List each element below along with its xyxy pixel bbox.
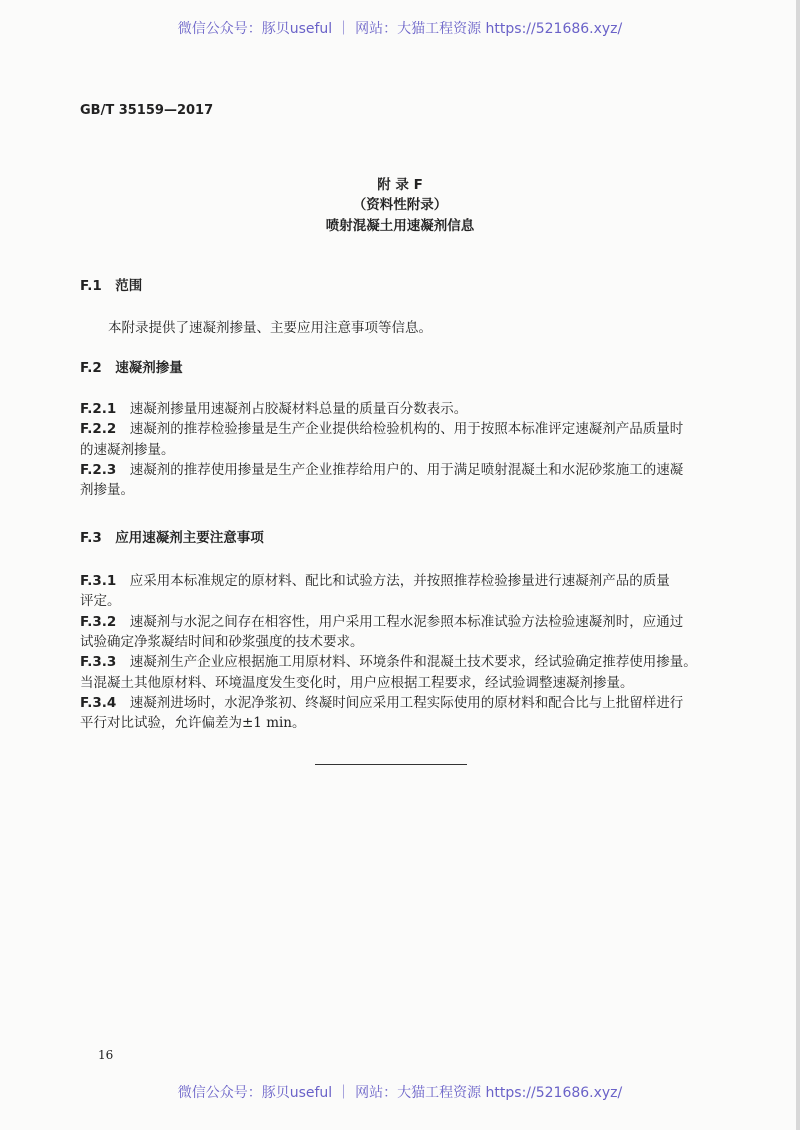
page-number: 16 [98,1048,114,1062]
section-heading-f3: F.3 应用速凝剂主要注意事项 [80,530,264,546]
section-heading-f2: F.2 速凝剂掺量 [80,360,183,376]
scan-edge [796,0,800,1130]
text-line: F.3.2 速凝剂与水泥之间存在相容性，用户采用工程水泥参照本标准试验方法检验速凝剂时，应通过 [80,613,684,630]
watermark-bottom: 微信公众号：豚贝useful ｜ 网站：大猫工程资源 https://521686.xyz/ [177,1085,623,1101]
text-line: 试验确定净浆凝结时间和砂浆强度的技术要求。 [80,633,364,650]
text-line: F.3.3 速凝剂生产企业应根据施工用原材料、环境条件和混凝土技术要求，经试验确定推荐使用掺量。 [80,654,697,671]
text-line: 剂掺量。 [80,482,134,499]
text-line: 当混凝土其他原材料、环境温度发生变化时，用户应根据工程要求，经试验调整速凝剂掺量。 [80,674,634,691]
appendix-label: 附 录 F [377,177,423,193]
text-line: 平行对比试验，允许偏差为±1 min。 [80,715,306,732]
watermark-top: 微信公众号：豚贝useful ｜ 网站：大猫工程资源 https://521686.xyz/ [177,21,623,37]
section-heading-f1: F.1 范围 [80,278,143,294]
text-line: F.2.2 速凝剂的推荐检验掺量是生产企业提供给检验机构的、用于按照本标准评定速凝剂产品质量时 [80,421,684,438]
f1-body: 本附录提供了速凝剂掺量、主要应用注意事项等信息。 [108,320,432,336]
appendix-title: 喷射混凝土用速凝剂信息 [325,218,475,234]
text-line: 的速凝剂掺量。 [80,441,175,458]
text-line: 评定。 [80,593,121,610]
text-line: F.3.4 速凝剂进场时，水泥净浆初、终凝时间应采用工程实际使用的原材料和配合比与上批留样进行 [80,694,684,711]
standard-number: GB/T 35159—2017 [80,103,214,118]
appendix-type: （资料性附录） [352,197,448,213]
text-line: F.2.1 速凝剂掺量用速凝剂占胶凝材料总量的质量百分数表示。 [80,401,468,417]
text-line: F.2.3 速凝剂的推荐使用掺量是生产企业推荐给用户的、用于满足喷射混凝土和水泥砂浆施工的速凝 [80,461,684,478]
text-line: F.3.1 应采用本标准规定的原材料、配比和试验方法，并按照推荐检验掺量进行速凝剂产品的质量 [80,573,670,589]
end-rule [315,764,467,765]
